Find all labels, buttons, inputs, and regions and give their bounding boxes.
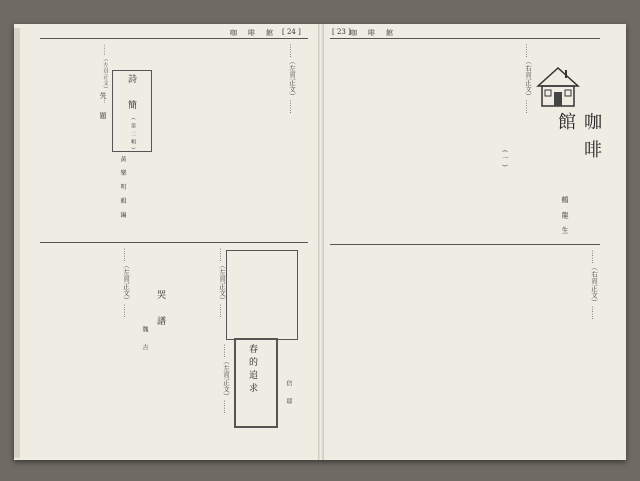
- advert-box: [226, 250, 298, 340]
- article-author: 鶴 龍 生: [561, 196, 569, 237]
- right-running-header: 咖 啡 館: [350, 29, 395, 37]
- poem-title: 詩 簡: [126, 74, 136, 113]
- left-contents-column: ……（左頁正文）……: [102, 44, 108, 104]
- spring-title: 春的追求: [247, 344, 257, 396]
- left-upper-text: ……（左頁正文）……: [288, 44, 296, 114]
- right-middle-rule: [330, 244, 600, 245]
- spring-author: 倍 耶: [285, 380, 292, 407]
- right-header-rule: [330, 38, 600, 39]
- right-page-number: [ 23 ]: [332, 28, 351, 36]
- section-mark: (一): [501, 150, 508, 170]
- left-running-header: 咖 啡 館: [230, 29, 275, 37]
- cafe-house-illustration: [530, 62, 586, 112]
- poem-author: 黃 樂 明 輯 編: [119, 156, 126, 221]
- page-stack-edge: [14, 28, 20, 458]
- poem-subtitle: (第二輯): [130, 118, 136, 152]
- book-gutter: [318, 24, 324, 460]
- left-header-rule: [40, 38, 308, 39]
- spring-poem-text: ……（左頁正文）……: [222, 344, 230, 414]
- left-middle-rule: [40, 242, 308, 243]
- left-lower-text-b: ……（左頁正文）……: [218, 248, 226, 318]
- left-page-number: [ 24 ]: [282, 28, 301, 36]
- left-lower-text-a: ……（左頁正文）……: [122, 248, 130, 318]
- right-upper-text: ……（右頁正文）……: [524, 44, 532, 114]
- poem-b-author: 魏 吉: [141, 326, 148, 353]
- article-title: 咖啡館: [555, 112, 602, 168]
- poem-subtitle-a: 失 題: [99, 92, 107, 122]
- right-lower-text: ……（右頁正文）……: [590, 250, 598, 320]
- poem-b-title: 哭 譜: [155, 290, 165, 329]
